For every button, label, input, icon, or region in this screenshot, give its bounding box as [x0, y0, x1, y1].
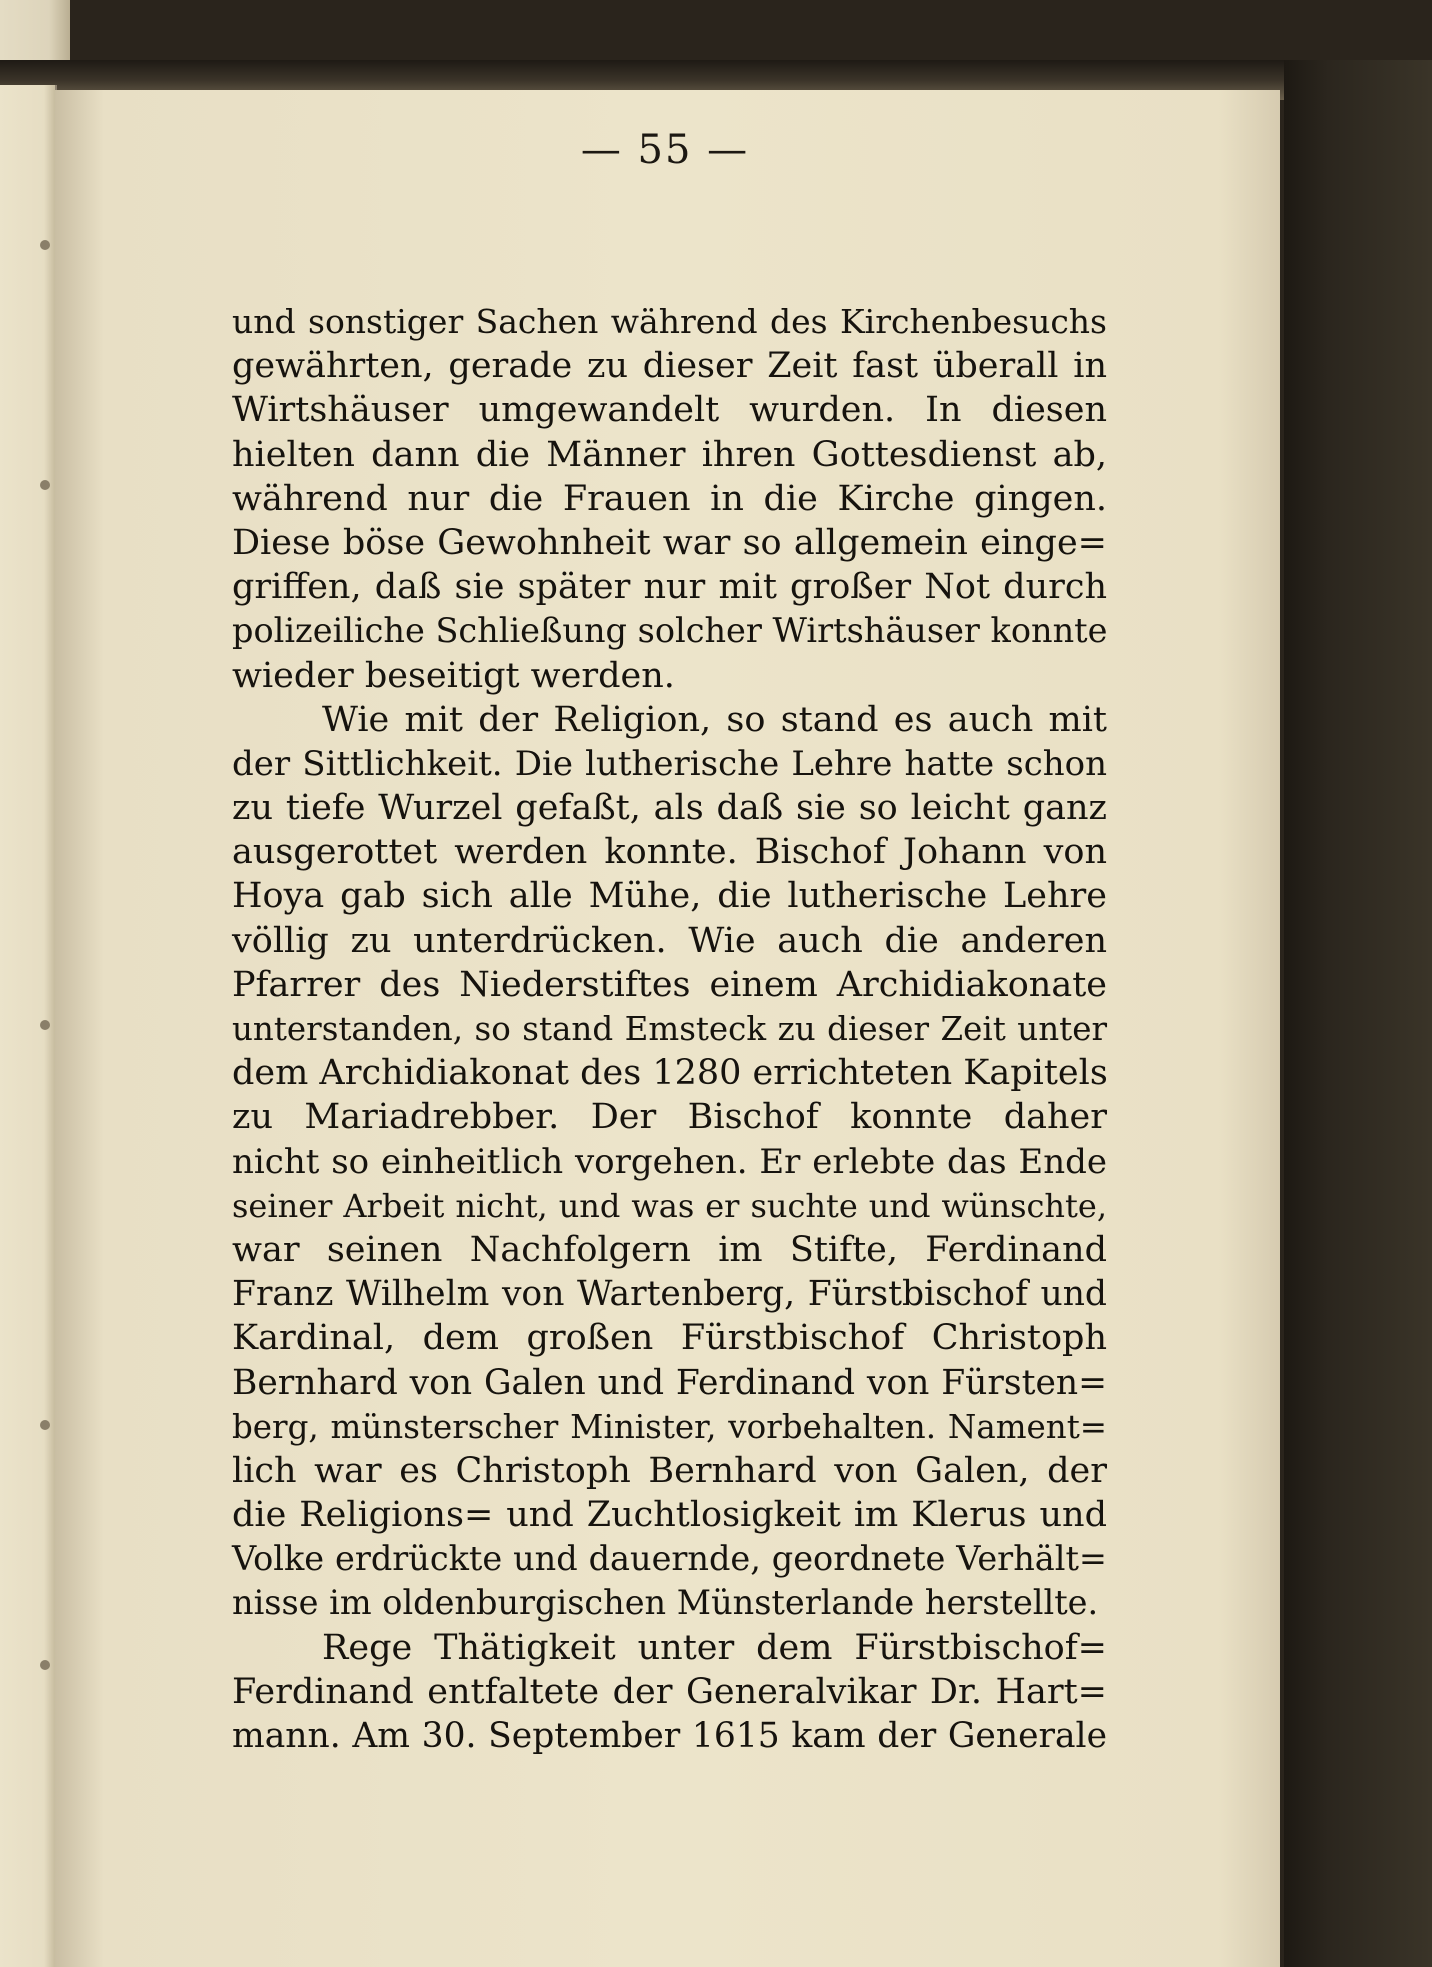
text-line: Hoya gab sich alle Mühe, die lutherische Lehre	[232, 876, 1107, 917]
text-line: während nur die Frauen in die Kirche gingen.	[232, 478, 1107, 519]
text-line: nisse im oldenburgischen Münsterlande herstellte.	[232, 1583, 1099, 1623]
text-line: unterstanden, so stand Emsteck zu dieser Zeit unter	[232, 1010, 1107, 1048]
text-line: Rege Thätigkeit unter dem Fürstbischof=	[322, 1627, 1107, 1668]
text-line: Kardinal, dem großen Fürstbischof Christoph	[232, 1318, 1107, 1359]
body-text	[232, 300, 1107, 1758]
text-line: dem Archidiakonat des 1280 errichteten Kapitels	[232, 1053, 1108, 1094]
book-cover-right	[1284, 60, 1432, 1967]
text-line: Franz Wilhelm von Wartenberg, Fürstbischof und	[232, 1274, 1107, 1315]
page-number: — 55 —	[580, 127, 750, 173]
text-line: Volke erdrückte und dauernde, geordnete Verhält=	[232, 1539, 1107, 1579]
text-line: die Religions= und Zuchtlosigkeit im Klerus und	[232, 1495, 1107, 1536]
text-line: wieder beseitigt werden.	[232, 655, 675, 696]
text-line: war seinen Nachfolgern im Stifte, Ferdinand	[232, 1229, 1107, 1270]
text-line: Diese böse Gewohnheit war so allgemein einge=	[232, 522, 1107, 563]
text-line: Ferdinand entfaltete der Generalvikar Dr. Hart=	[232, 1671, 1107, 1712]
text-line: ausgerottet werden konnte. Bischof Johann von	[232, 832, 1107, 873]
binding-stitches	[40, 240, 56, 1740]
text-line: nicht so einheitlich vorgehen. Er erlebte das Ende	[232, 1141, 1107, 1182]
text-line: der Sittlichkeit. Die lutherische Lehre hatte schon	[232, 743, 1107, 784]
text-line: Pfarrer des Niederstiftes einem Archidiakonate	[232, 964, 1107, 1005]
text-line: und sonstiger Sachen während des Kirchenbesuchs	[232, 302, 1107, 341]
text-line: Wie mit der Religion, so stand es auch mit	[322, 699, 1107, 740]
text-line: Wirtshäuser umgewandelt wurden. In diesen	[232, 390, 1107, 431]
text-line: Bernhard von Galen und Ferdinand von Fürsten=	[232, 1362, 1107, 1403]
text-line: griffen, daß sie später nur mit großer Not durch	[232, 567, 1107, 608]
text-line: hielten dann die Männer ihren Gottesdienst ab,	[232, 434, 1107, 475]
text-line: mann. Am 30. September 1615 kam der Generale	[232, 1716, 1107, 1756]
text-line: berg, münsterscher Minister, vorbehalten. Nament=	[232, 1407, 1107, 1446]
text-line: zu Mariadrebber. Der Bischof konnte daher	[232, 1097, 1107, 1138]
text-line: gewährten, gerade zu dieser Zeit fast überall in	[232, 346, 1107, 387]
text-line: völlig zu unterdrücken. Wie auch die anderen	[232, 920, 1107, 961]
text-line: zu tiefe Wurzel gefaßt, als daß sie so leicht ganz	[232, 788, 1107, 829]
text-line: polizeiliche Schließung solcher Wirtshäuser konnte	[232, 611, 1108, 651]
text-line: lich war es Christoph Bernhard von Galen, der	[232, 1450, 1107, 1491]
text-line: seiner Arbeit nicht, und was er suchte und wünschte,	[232, 1186, 1107, 1225]
